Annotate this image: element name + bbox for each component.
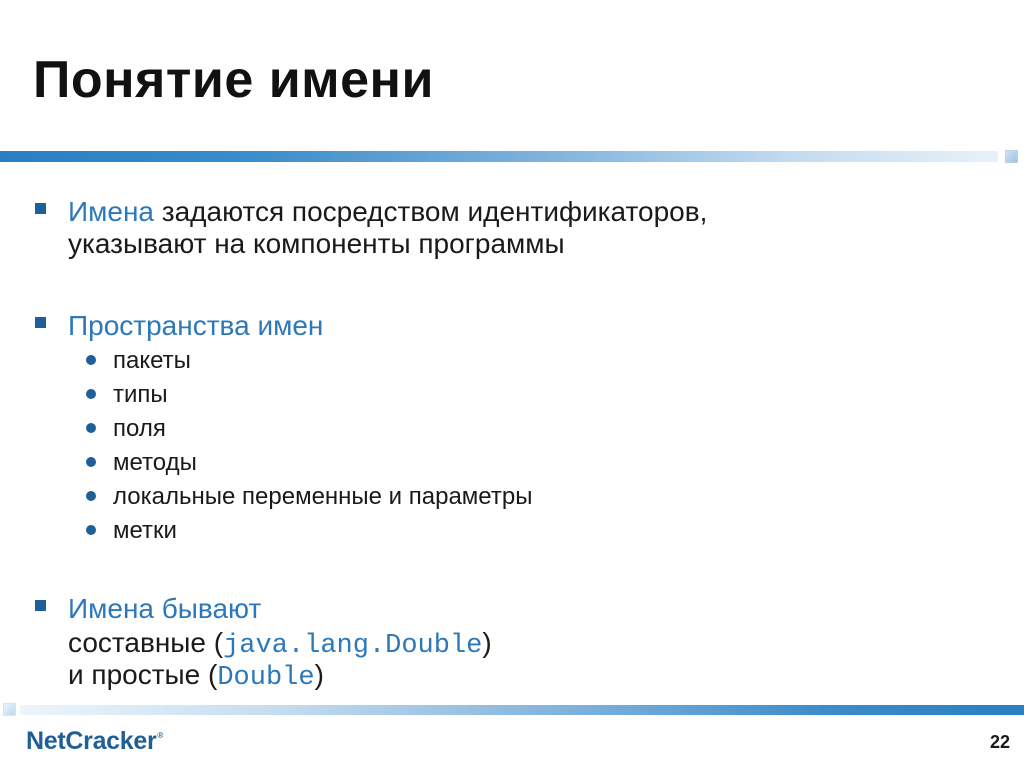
top-divider-square	[1005, 150, 1018, 163]
sub-item-label: метки	[113, 517, 177, 544]
bottom-divider-bar	[20, 705, 1024, 715]
compound-label: составные (	[68, 627, 224, 658]
page-number: 22	[989, 732, 1010, 752]
sub-item-label: пакеты	[113, 347, 191, 374]
bullet-3-line-3	[68, 659, 324, 694]
bullet-square-2	[35, 317, 46, 328]
compound-code: java.lang.Double	[223, 631, 483, 661]
bullet-1-line-1	[68, 196, 707, 228]
sub-item-methods	[113, 449, 197, 477]
bullet-1-accent: Имена	[68, 196, 154, 227]
logo-text: NetCracker	[26, 727, 157, 755]
bullet-1-rest: задаются посредством идентификаторов,	[153, 196, 708, 227]
compound-close: )	[482, 627, 492, 658]
bullet-1-line-2: указывают на компоненты программы	[68, 228, 565, 259]
sub-bullet-dot	[86, 355, 96, 365]
netcracker-logo	[26, 727, 163, 756]
bullet-2-heading: Пространства имен	[68, 310, 324, 341]
sub-item-label: типы	[113, 381, 168, 408]
sub-bullet-dot	[86, 457, 96, 467]
sub-item-label: методы	[113, 449, 197, 476]
sub-item-local-vars	[113, 483, 532, 511]
sub-bullet-dot	[86, 491, 96, 501]
simple-close: )	[314, 659, 324, 690]
sub-bullet-dot	[86, 389, 96, 399]
sub-item-types	[113, 381, 168, 409]
top-divider-bar	[0, 151, 998, 162]
bullet-3-line-2	[68, 627, 492, 662]
sub-item-label: локальные переменные и параметры	[113, 483, 533, 510]
simple-code: Double	[217, 663, 315, 693]
sub-item-labels	[113, 517, 177, 545]
bullet-square-3	[35, 600, 46, 611]
bottom-divider-square	[3, 703, 16, 716]
registered-mark: ®	[157, 731, 164, 740]
slide-title: Понятие имени	[33, 51, 434, 109]
bullet-square-1	[35, 203, 46, 214]
sub-item-fields	[113, 415, 166, 443]
simple-label: и простые (	[68, 659, 218, 690]
sub-bullet-dot	[86, 423, 96, 433]
sub-item-label: поля	[113, 415, 166, 442]
sub-bullet-dot	[86, 525, 96, 535]
bullet-3-heading: Имена бывают	[68, 593, 262, 624]
sub-item-packages	[113, 347, 191, 375]
